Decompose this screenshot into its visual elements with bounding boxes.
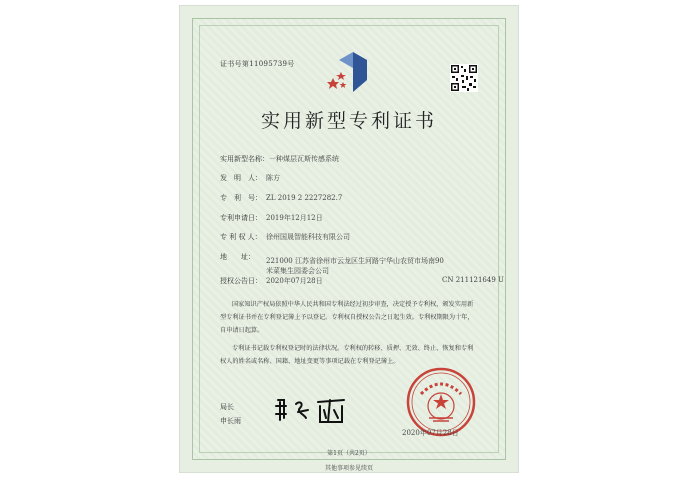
seal-date: 2020年07月28日: [402, 429, 459, 437]
field-filing-date: [220, 213, 323, 223]
page-number: 第1页（共2页）: [327, 450, 371, 457]
address-label: 地 址：: [220, 253, 255, 261]
field-patent-number: [220, 193, 342, 203]
filing-date-value: 2019年12月12日: [266, 214, 323, 222]
body-paragraph-2: [220, 342, 478, 368]
director-title-line1: 局长: [220, 403, 234, 411]
patent-number-label: 专 利 号：: [220, 194, 262, 202]
inventor-label: 发 明 人：: [220, 174, 262, 182]
patent-number-value: ZL 2019 2 2227282.7: [266, 194, 343, 202]
announcement-number-value: CN 211121649 U: [442, 276, 504, 284]
director-title-line2: 申长雨: [220, 417, 241, 425]
certificate-sheet: [180, 6, 518, 472]
patentee-value: 徐州国晟智能科技有限公司: [266, 233, 350, 241]
inventor-value: 陈方: [266, 174, 280, 182]
patent-office-logo-icon: [323, 50, 383, 94]
address-line-1: 221000 江苏省徐州市云龙区生河路宁华山农贸市场南90: [266, 257, 444, 265]
grant-date-label: 授权公告日：: [220, 277, 262, 285]
qr-code-icon: [450, 64, 478, 92]
utility-model-name-value: 一种煤层瓦斯传感系统: [269, 155, 339, 163]
field-grant-date: [220, 276, 323, 286]
utility-model-name-label: 实用新型名称：: [220, 155, 269, 163]
field-patentee: [220, 232, 350, 242]
body-paragraph-1: [220, 298, 478, 337]
field-utility-model-name: [220, 154, 339, 164]
patentee-label: 专 利 权 人：: [220, 233, 262, 241]
certificate-number: 证书号第11095739号: [220, 60, 295, 68]
body-paragraph-2-text: 专利证书记载专利权登记时的法律状况。专利权的转移、质押、无效、终止、恢复和专利权人的姓名或名称、国籍、地址变更等事项记载在专利登记簿上。: [220, 345, 474, 365]
grant-date-value: 2020年07月28日: [266, 277, 323, 285]
filing-date-label: 专利申请日：: [220, 214, 262, 222]
field-inventor: [220, 173, 280, 183]
body-paragraph-1-text: 国家知识产权局依照中华人民共和国专利法经过初步审查，决定授予专利权，颁发实用新型专利证书并在专利登记簿上予以登记。专利权自授权公告之日起生效。专利权期限为十年，自申请日起算。: [220, 301, 474, 334]
handwritten-signature: [274, 392, 354, 428]
signature-labels: [220, 400, 241, 428]
footer-note: 其他事项参见续页: [324, 465, 373, 472]
certificate-title: 实用新型专利证书: [260, 110, 437, 132]
address-line-2: 米菜集生园委会公司: [266, 267, 329, 275]
field-address: [220, 252, 266, 262]
